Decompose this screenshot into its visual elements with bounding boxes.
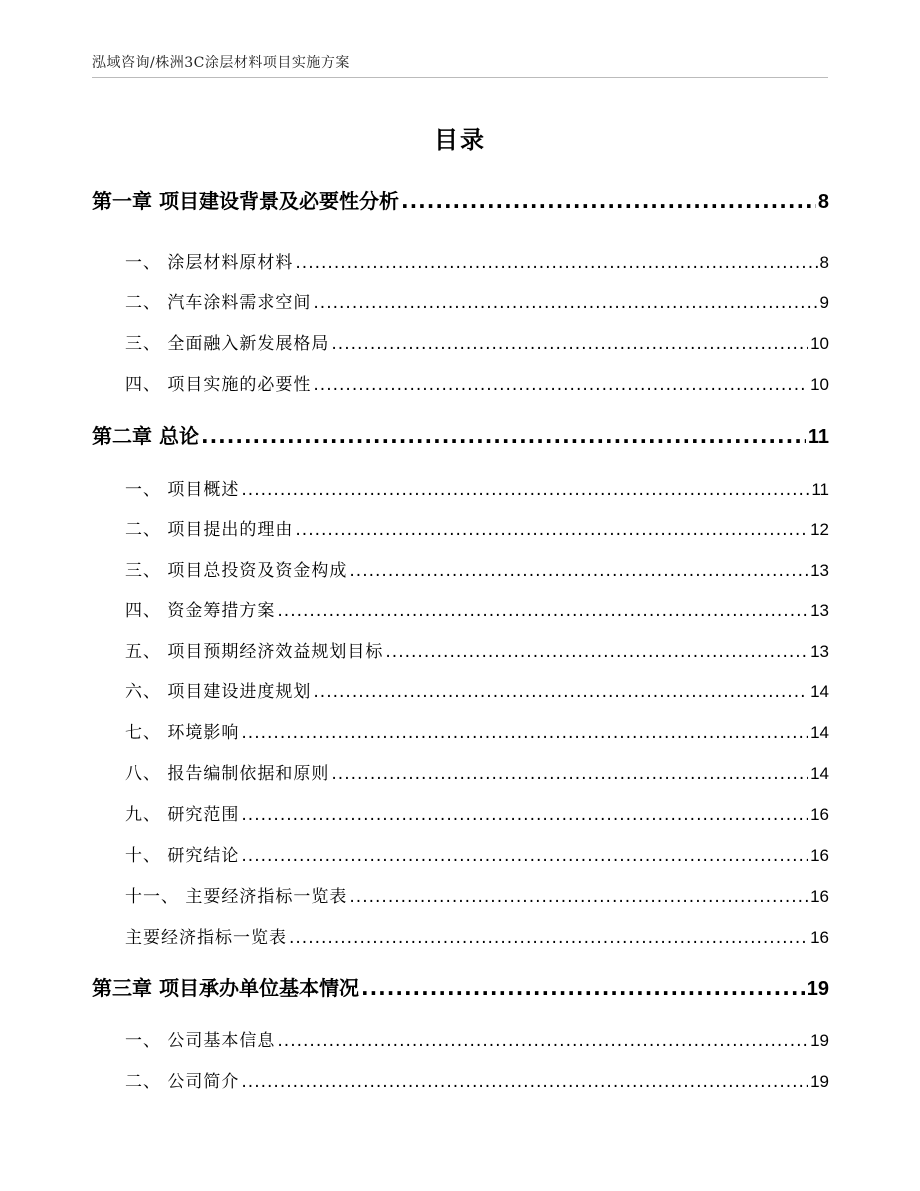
toc-entry-label: 四、 项目实施的必要性: [125, 375, 312, 395]
toc-leader-dots: [331, 334, 808, 354]
toc-section[interactable]: [92, 370, 829, 395]
toc-chapter[interactable]: [92, 185, 829, 214]
toc-page-number: 11: [811, 480, 829, 499]
toc-page-number: 13: [810, 601, 829, 620]
toc-section[interactable]: [92, 677, 829, 702]
toc-page-number: 16: [810, 805, 829, 824]
toc-leader-dots: [277, 1031, 808, 1051]
toc-leader-dots: [241, 1072, 808, 1092]
toc-page-number: 19: [806, 978, 829, 1000]
toc-page-number: 16: [810, 928, 829, 947]
toc-section[interactable]: [92, 841, 829, 866]
toc-page-number: 16: [810, 887, 829, 906]
toc-section[interactable]: [92, 1026, 829, 1051]
toc-page-number: 16: [810, 846, 829, 865]
toc-leader-dots: [331, 764, 808, 784]
toc-leader-dots: [241, 480, 809, 500]
toc-leader-dots: [349, 561, 808, 581]
toc-leader-dots: [289, 928, 808, 948]
toc-entry-label: 一、 项目概述: [125, 480, 240, 500]
toc-section[interactable]: [92, 288, 829, 313]
toc-section[interactable]: [92, 556, 829, 581]
toc-entry-label: 三、 全面融入新发展格局: [125, 334, 330, 354]
toc-entry-label: 二、 项目提出的理由: [125, 520, 294, 540]
toc-leader-dots: [241, 723, 808, 743]
toc-leader-dots: [361, 976, 805, 1000]
toc-entry-label: 第二章 总论: [92, 424, 199, 448]
toc-entry-label: 六、 项目建设进度规划: [125, 682, 312, 702]
toc-entry-label: 二、 公司简介: [125, 1072, 240, 1092]
toc-page-number: 12: [810, 520, 829, 539]
toc-entry-label: 三、 项目总投资及资金构成: [125, 561, 348, 581]
toc-section[interactable]: [92, 759, 829, 784]
toc-page-number: 11: [807, 426, 829, 448]
toc-entry-label: 第一章 项目建设背景及必要性分析: [92, 189, 399, 213]
toc-entry-label: 二、 汽车涂料需求空间: [125, 293, 312, 313]
toc-entry-label: 一、 公司基本信息: [125, 1031, 276, 1051]
toc-entry-label: 五、 项目预期经济效益规划目标: [125, 642, 384, 662]
toc-entry-label: 十一、 主要经济指标一览表: [125, 887, 348, 907]
toc-section[interactable]: [92, 475, 829, 500]
toc-leader-dots: [349, 887, 808, 907]
toc-section[interactable]: [92, 329, 829, 354]
toc-leader-dots: [241, 805, 808, 825]
toc-section[interactable]: [92, 718, 829, 743]
toc-leader-dots: [277, 601, 808, 621]
toc-entry-label: 七、 环境影响: [125, 723, 240, 743]
toc-section[interactable]: [92, 1067, 829, 1092]
toc-section[interactable]: [92, 882, 829, 907]
toc-leader-dots: [401, 189, 816, 213]
toc-leader-dots: [313, 375, 808, 395]
header-rule: [92, 77, 828, 78]
toc-entry-label: 九、 研究范围: [125, 805, 240, 825]
toc-entry-label: 第三章 项目承办单位基本情况: [92, 976, 359, 1000]
toc-page-number: 14: [810, 723, 829, 742]
toc-title: 目录: [434, 126, 486, 154]
toc-page-number: 8: [817, 191, 829, 213]
page-header: 泓域咨询/株洲3C涂层材料项目实施方案: [92, 55, 350, 71]
toc-section[interactable]: [92, 596, 829, 621]
toc-page-number: 8: [819, 253, 829, 272]
toc-chapter[interactable]: [92, 420, 829, 449]
toc-page-number: 19: [810, 1072, 829, 1091]
toc-section[interactable]: [92, 515, 829, 540]
toc-leader-dots: [241, 846, 808, 866]
toc-section[interactable]: [92, 248, 829, 273]
toc-page-number: 19: [810, 1031, 829, 1050]
toc-page-number: 14: [810, 682, 829, 701]
toc-section[interactable]: [92, 923, 829, 948]
toc-page-number: 9: [819, 293, 829, 312]
toc-leader-dots: [295, 253, 817, 273]
toc-page-number: 13: [810, 642, 829, 661]
toc-page-number: 10: [810, 375, 829, 394]
toc-page-number: 10: [810, 334, 829, 353]
toc-entry-label: 四、 资金筹措方案: [125, 601, 276, 621]
toc-chapter[interactable]: [92, 972, 829, 1001]
toc-section[interactable]: [92, 637, 829, 662]
toc-section[interactable]: [92, 800, 829, 825]
toc-entry-label: 一、 涂层材料原材料: [125, 253, 294, 273]
toc-entry-label: 八、 报告编制依据和原则: [125, 764, 330, 784]
toc-page-number: 14: [810, 764, 829, 783]
toc-page-number: 13: [810, 561, 829, 580]
toc-leader-dots: [201, 424, 806, 448]
toc-entry-label: 十、 研究结论: [125, 846, 240, 866]
toc-leader-dots: [385, 642, 808, 662]
toc-entry-label: 主要经济指标一览表: [125, 928, 287, 948]
toc-leader-dots: [295, 520, 808, 540]
toc-leader-dots: [313, 293, 817, 313]
toc-leader-dots: [313, 682, 808, 702]
